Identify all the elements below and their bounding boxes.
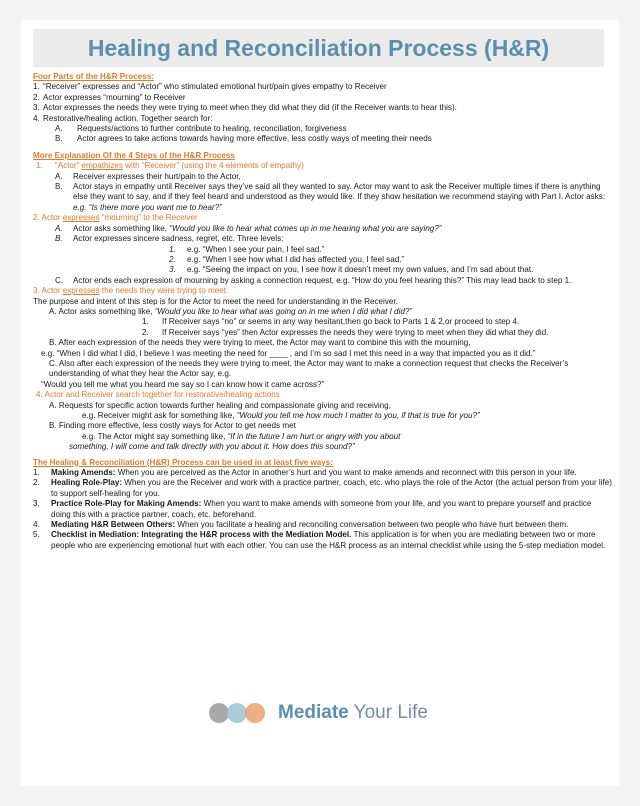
use-item: 1. Making Amends: When you are perceived as the Actor in another’s hurt and you want to make amends and reconnect with this person in your life. <box>33 468 577 478</box>
step-3-b-example: e.g. “When I did what I did, I believe I was meeting the need for ____ , and I’m so sad I met this need in a way that impacted you as it did.” <box>41 348 536 358</box>
step-3-c: C. Also after each expression of the needs they were trying to meet, the Actor may want to make a connection request that checks the Receiver’s understanding of what they hear the Actor say, e.g. <box>49 358 569 379</box>
four-parts-heading: Four Parts of the H&R Process: <box>33 72 154 81</box>
step-1-a: A. Receiver expresses their hurt/pain to the Actor, <box>55 171 241 181</box>
step-1-b: B. Actor stays in empathy until Receiver says they’ve said all they wanted to say. Actor may want to ask the Receiver multiple times if there is anything else they want to say, and if they feel heard and understood as they would like. If they show hesitation we recommend staying with Part I. Actor asks: e.g. “Is there more you want me to hear?” <box>55 182 606 212</box>
step-4-b-example: e.g. The Actor might say something like, “If in the future I am hurt or angry with you about <box>82 431 401 441</box>
step-3-b: B. After each expression of the needs they were trying to meet, the Actor may want to combine this with the mourning, <box>49 338 471 348</box>
mourning-level: 3. e.g. “Seeing the impact on you, I see how it doesn’t meet my own values, and I’m sad about that. <box>169 265 534 275</box>
step-4-b-example-cont: something, I will come and talk directly with you about it. How does this sound?” <box>69 442 355 452</box>
step-1-heading: 1. “Actor” empathizes with “Receiver” (using the 4 elements of empathy) <box>36 161 304 171</box>
logo-circles-icon <box>208 702 268 724</box>
mourning-level: 1. e.g. “When I see your pain, I feel sad.” <box>169 244 325 254</box>
explanation-heading: More Explanation Of the 4 Steps of the H&R Process <box>33 150 235 160</box>
step-2-heading: 2. Actor expresses “mourning” to the Receiver <box>33 213 198 223</box>
step-3-purpose: The purpose and intent of this step is for the Actor to meet the need for understanding in the Receiver. <box>33 296 398 306</box>
four-parts-subitem: A. Requests/actions to further contribute to healing, reconciliation, forgiveness <box>55 124 347 134</box>
step-4-heading: 4. Actor and Receiver search together for restorative/healing actions <box>36 390 280 400</box>
step-4-a: A. Requests for specific action towards further healing and compassionate giving and receiving, <box>49 400 391 410</box>
step-3-heading: 3. Actor expresses the needs they were trying to meet. <box>33 286 229 296</box>
document-page <box>21 20 619 786</box>
use-item: 4. Mediating H&R Between Others: When you facilitate a healing and reconciling conversation between two people who have hurt between them. <box>33 520 569 530</box>
logo-wordmark: Mediate Your Life <box>278 702 428 723</box>
step-2-a: A. Actor asks something like, “Would you like to hear what comes up in me hearing what you are saying?” <box>55 223 442 233</box>
use-item: 3. Practice Role-Play for Making Amends: When you want to make amends with someone from your life, and you want to prepare yourself and practice doing this with a practice partner, coach, etc. beforehand. <box>33 499 592 519</box>
four-parts-item: 4. Restorative/healing action. Together search for: <box>33 113 213 123</box>
title-banner <box>33 29 604 67</box>
four-parts-subitem: B. Actor agrees to take actions towards having more effective, less costly ways of meeting their needs <box>55 134 432 144</box>
step-4-b: B. Finding more effective, less costly ways for Actor to get needs met <box>49 421 296 431</box>
mediate-your-life-logo <box>208 700 428 726</box>
use-item: 5. Checklist in Mediation: Integrating the H&R process with the Mediation Model. This application is for when you are mediating between two or more people who are experiencing emotional hurt with each other. You can use the H&R process as an internal checklist while using the 5-step mediation model. <box>33 530 606 550</box>
document-title: Healing and Reconciliation Process (H&R) <box>87 35 550 61</box>
step-2-c: C. Actor ends each expression of mourning by asking a connection request, e.g. “How do you feel hearing this?” This may lead back to step 1. <box>55 275 572 285</box>
four-parts-item: 2. Actor expresses “mourning” to Receiver <box>33 92 186 102</box>
four-parts-item: 3. Actor expresses the needs they were trying to meet when they did what they did (if the Receiver wants to hear this). <box>33 103 457 113</box>
step-3-c-example: “Would you tell me what you heard me say so I can know how it came across?” <box>41 379 325 389</box>
use-item: 2. Healing Role-Play: When you are the Receiver and work with a practice partner, coach, etc. who plays the role of the Actor (the actual person from your life) to support self-healing for you. <box>33 478 612 498</box>
four-parts-item: 1. “Receiver” expresses and “Actor” who stimulated emotional hurt/pain gives empathy to Receiver <box>33 82 387 92</box>
step-3-branch: 2. If Receiver says “yes” then Actor expresses the needs they were trying to meet when they did what they did. <box>142 327 549 337</box>
step-2-b: B. Actor expresses sincere sadness, regret, etc. Three levels: <box>55 234 284 244</box>
step-3-branch: 1. If Receiver says “no” or seems in any way hesitant,then go back to Parts 1 & 2,or proceed to step 4. <box>142 317 520 327</box>
document-body <box>33 72 613 551</box>
mourning-level: 2. e.g. “When I see how what I did has affected you, I feel sad.” <box>169 254 405 264</box>
step-3-a: A. Actor asks something like, “Would you like to hear what was going on in me when I did what I did?” <box>49 306 413 316</box>
uses-heading: The Healing & Reconciliation (H&R) Process can be used in at least five ways: <box>33 457 334 467</box>
step-4-a-example: e.g. Receiver might ask for something like, “Would you tell me how much I matter to you, if that is true for you?” <box>82 411 480 420</box>
